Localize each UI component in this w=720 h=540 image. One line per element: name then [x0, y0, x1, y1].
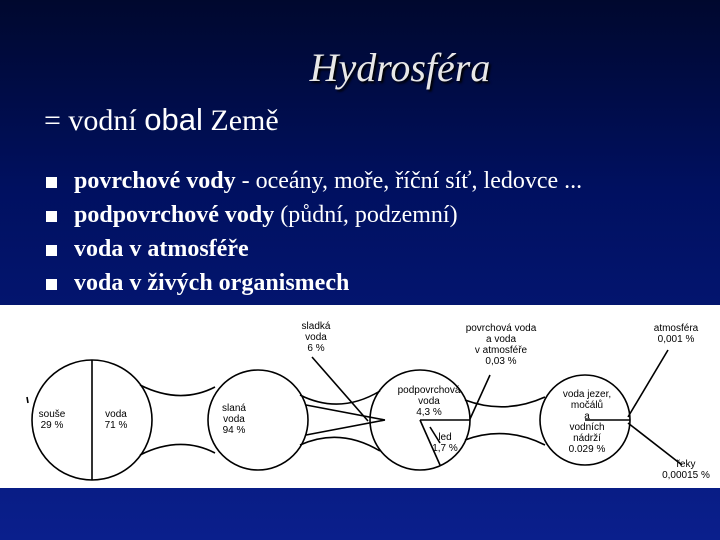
bullet-list	[44, 164, 582, 300]
voda-label: voda 71 %	[104, 409, 128, 431]
subtitle-prefix: = vodní	[44, 104, 145, 137]
sladka-voda-label: sladká voda 6 %	[301, 321, 331, 354]
slana-voda-label: slaná voda 94 %	[222, 403, 246, 436]
led-label: led 1,7 %	[432, 432, 458, 454]
bullet-item	[44, 198, 582, 232]
souse-label: souše 29 %	[38, 409, 66, 431]
funnel-2-bottom	[300, 437, 380, 451]
bullet-rest: - oceány, moře, říční síť, ledovce ...	[235, 168, 583, 194]
square-bullet-icon	[46, 211, 57, 222]
bullet-rest: (půdní, podzemní)	[274, 202, 458, 228]
reky-label: řeky 0,00015 %	[662, 459, 710, 481]
hydrosphere-diagram	[0, 305, 720, 488]
povrchova-voda-label: povrchová voda a voda v atmosféře 0,03 %	[465, 323, 537, 367]
funnel-1-top	[140, 385, 215, 396]
slide-title: Hydrosféra	[309, 45, 491, 90]
subtitle-obal: obal	[144, 102, 203, 137]
bullet-bold: podpovrchové vody	[74, 202, 275, 228]
povrchova-leader-line	[470, 375, 490, 419]
bullet-item	[44, 164, 582, 198]
atmosfera-leader-line	[628, 350, 668, 417]
square-bullet-icon	[46, 279, 57, 290]
jezera-label: voda jezer, močálů a vodních nádrží 0.029 %	[562, 389, 612, 455]
bullet-item	[44, 266, 582, 300]
bullet-bold: povrchové vody	[74, 168, 236, 194]
funnel-3-bottom	[465, 434, 545, 445]
bullet-bold: voda v živých organismech	[74, 270, 350, 296]
sladka-wedge-top	[306, 405, 385, 420]
subtitle	[44, 102, 279, 138]
bullet-item	[44, 232, 582, 266]
funnel-2-top	[300, 391, 380, 404]
square-bullet-icon	[46, 177, 57, 188]
atmosfera-label: atmosféra 0,001 %	[653, 323, 699, 345]
podpovrchova-voda-label: podpovrchová voda 4,3 %	[397, 385, 461, 418]
square-bullet-icon	[46, 245, 57, 256]
subtitle-suffix: Země	[202, 104, 279, 137]
funnel-1-bottom	[140, 444, 215, 455]
bullet-bold: voda v atmosféře	[74, 236, 249, 262]
left-tick-mark	[27, 397, 28, 403]
sladka-wedge-bottom	[306, 420, 385, 435]
